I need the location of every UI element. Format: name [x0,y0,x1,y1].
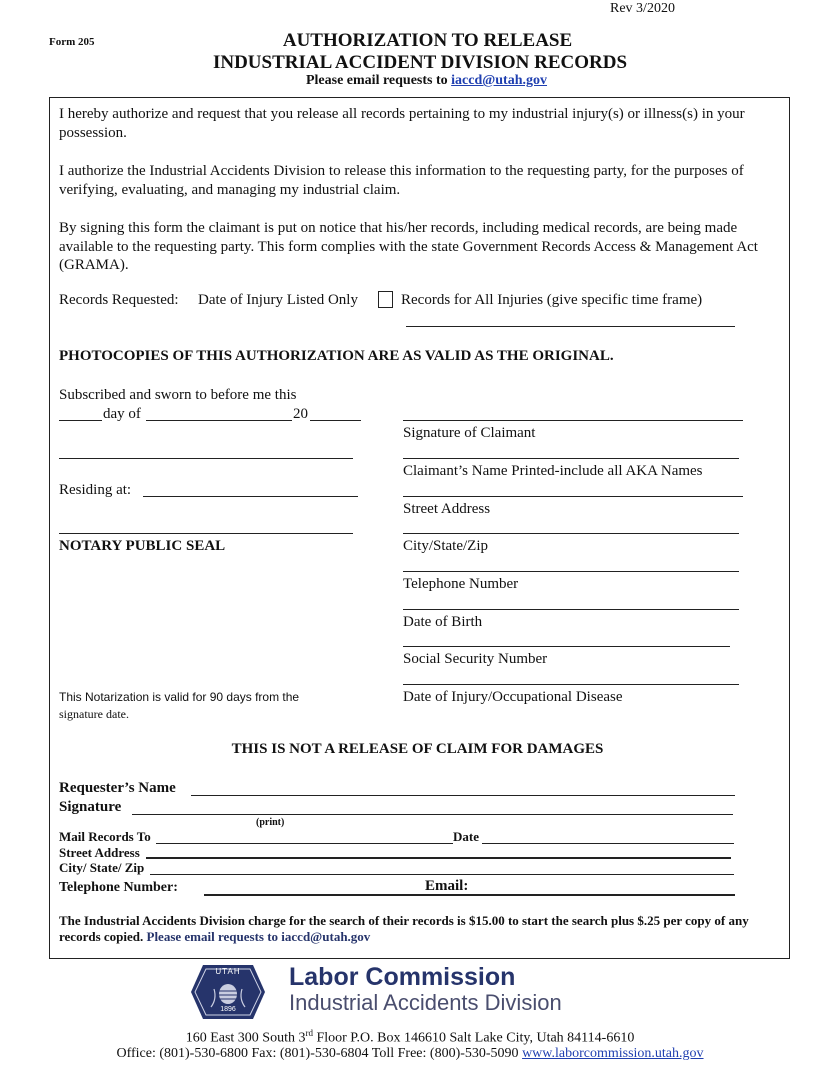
revision-label: Rev 3/2020 [610,1,675,16]
claimant-field-label: Social Security Number [403,651,548,667]
option-date-of-injury-label: Date of Injury Listed Only [198,292,358,308]
authorization-paragraph-3: By signing this form the claimant is put on notice that his/her records, including medical records, are being made available to the requesting party. This form complies with the state Government Records Access & Management Act (GRAMA). [59,220,758,273]
title-line-1: AUTHORIZATION TO RELEASE [282,30,573,51]
fee-notice [59,913,771,945]
notarization-valid-note-1: This Notarization is valid for 90 days from the [59,690,300,704]
email-request-line [0,73,835,89]
mail-records-label: Mail Records To [59,829,151,844]
footer-address-part-1: 160 East 300 South 3 [185,1030,306,1046]
website-link[interactable]: www.laborcommission.utah.gov [522,1046,704,1061]
footer-address-sup: rd [305,1028,313,1038]
requester-email-label: Email: [425,878,469,894]
telephone-label: Telephone Number: [59,880,178,895]
claimant-field-label: Date of Injury/Occupational Disease [403,689,623,705]
seal-text-year: 1896 [220,1006,236,1013]
authorization-paragraph-2: I authorize the Industrial Accidents Division to release this information to the requesting party, for the purposes of verifying, evaluating, and managing my industrial claim. [59,163,744,198]
claimant-name-line[interactable] [403,458,739,459]
date-label: Date [453,829,479,844]
fee-text: The Industrial Accidents Division charge for the search of their records is $15.00 to start the search plus $.25 per copy of any records copied. [59,913,749,944]
claimant-injury-date-line[interactable] [403,684,739,685]
telephone-line[interactable] [204,894,735,896]
footer-address-part-2: Floor P.O. Box 146610 Salt Lake City, Utah 84114-6610 [312,1030,635,1046]
year-line[interactable] [310,420,361,421]
seal-text-utah: UTAH [215,967,241,976]
time-frame-line[interactable] [406,326,735,327]
notarization-valid-note-2: signature date. [59,707,129,721]
fee-email-note: Please email requests to iaccd@utah.gov [146,929,371,944]
claimant-field-label: Telephone Number [403,576,519,592]
requester-street-line[interactable] [146,857,731,859]
records-requested-label: Records Requested: [59,292,179,308]
requester-city-line[interactable] [150,874,734,875]
claimant-signature-line[interactable] [403,420,743,421]
residing-label: Residing at: [59,482,132,498]
email-link[interactable]: iaccd@utah.gov [451,73,548,88]
claimant-street-line[interactable] [403,496,743,497]
requester-name-line[interactable] [191,795,735,796]
claimant-field-label: Street Address [403,501,491,517]
claimant-field-label: Signature of Claimant [403,425,536,441]
authorization-paragraph-1: I hereby authorize and request that you release all records pertaining to my industrial injury(s) or illness(s) in your possession. [59,106,745,141]
year-prefix: 20 [293,406,308,422]
mail-records-line[interactable] [156,843,453,844]
logo-line-2: Industrial Accidents Division [289,990,562,1015]
day-of-label: day of [103,406,141,422]
requester-signature-label: Signature [59,799,122,815]
claimant-field-label: Claimant’s Name Printed-include all AKA Names [403,463,703,479]
notary-seal-label: NOTARY PUBLIC SEAL [59,538,226,554]
notary-signature-line[interactable] [59,458,353,459]
month-line[interactable] [146,420,292,421]
claimant-phone-line[interactable] [403,571,739,572]
claimant-dob-line[interactable] [403,609,739,610]
day-line[interactable] [59,420,102,421]
requester-city-label: City/ State/ Zip [59,860,145,875]
footer-address [0,1028,820,1047]
logo-line-1: Labor Commission [289,963,516,991]
claimant-field-label: City/State/Zip [403,538,488,554]
email-request-prefix: Please email requests to [305,73,452,88]
claimant-field-label: Date of Birth [403,614,483,630]
residing-line[interactable] [143,496,358,497]
requester-signature-line[interactable] [132,814,733,815]
not-release-notice: THIS IS NOT A RELEASE OF CLAIM FOR DAMAGES [231,741,604,757]
notary-name-line[interactable] [59,533,353,534]
requester-name-label: Requester’s Name [59,780,176,796]
form-number: Form 205 [49,36,95,48]
claimant-city-line[interactable] [403,533,739,534]
photocopies-notice: PHOTOCOPIES OF THIS AUTHORIZATION ARE AS VALID AS THE ORIGINAL. [59,348,614,364]
claimant-ssn-line[interactable] [403,646,730,647]
sworn-text: Subscribed and sworn to before me this [59,387,297,403]
date-line[interactable] [482,843,734,844]
date-of-injury-checkbox[interactable] [378,291,393,308]
option-all-injuries-label: Records for All Injuries (give specific time frame) [401,292,703,308]
print-note: (print) [256,817,285,828]
title-line-2: INDUSTRIAL ACCIDENT DIVISION RECORDS [212,52,628,73]
footer-contact [0,1046,820,1062]
footer-phones: Office: (801)-530-6800 Fax: (801)-530-6804 Toll Free: (800)-530-5090 [116,1046,523,1061]
requester-street-label: Street Address [59,845,140,860]
